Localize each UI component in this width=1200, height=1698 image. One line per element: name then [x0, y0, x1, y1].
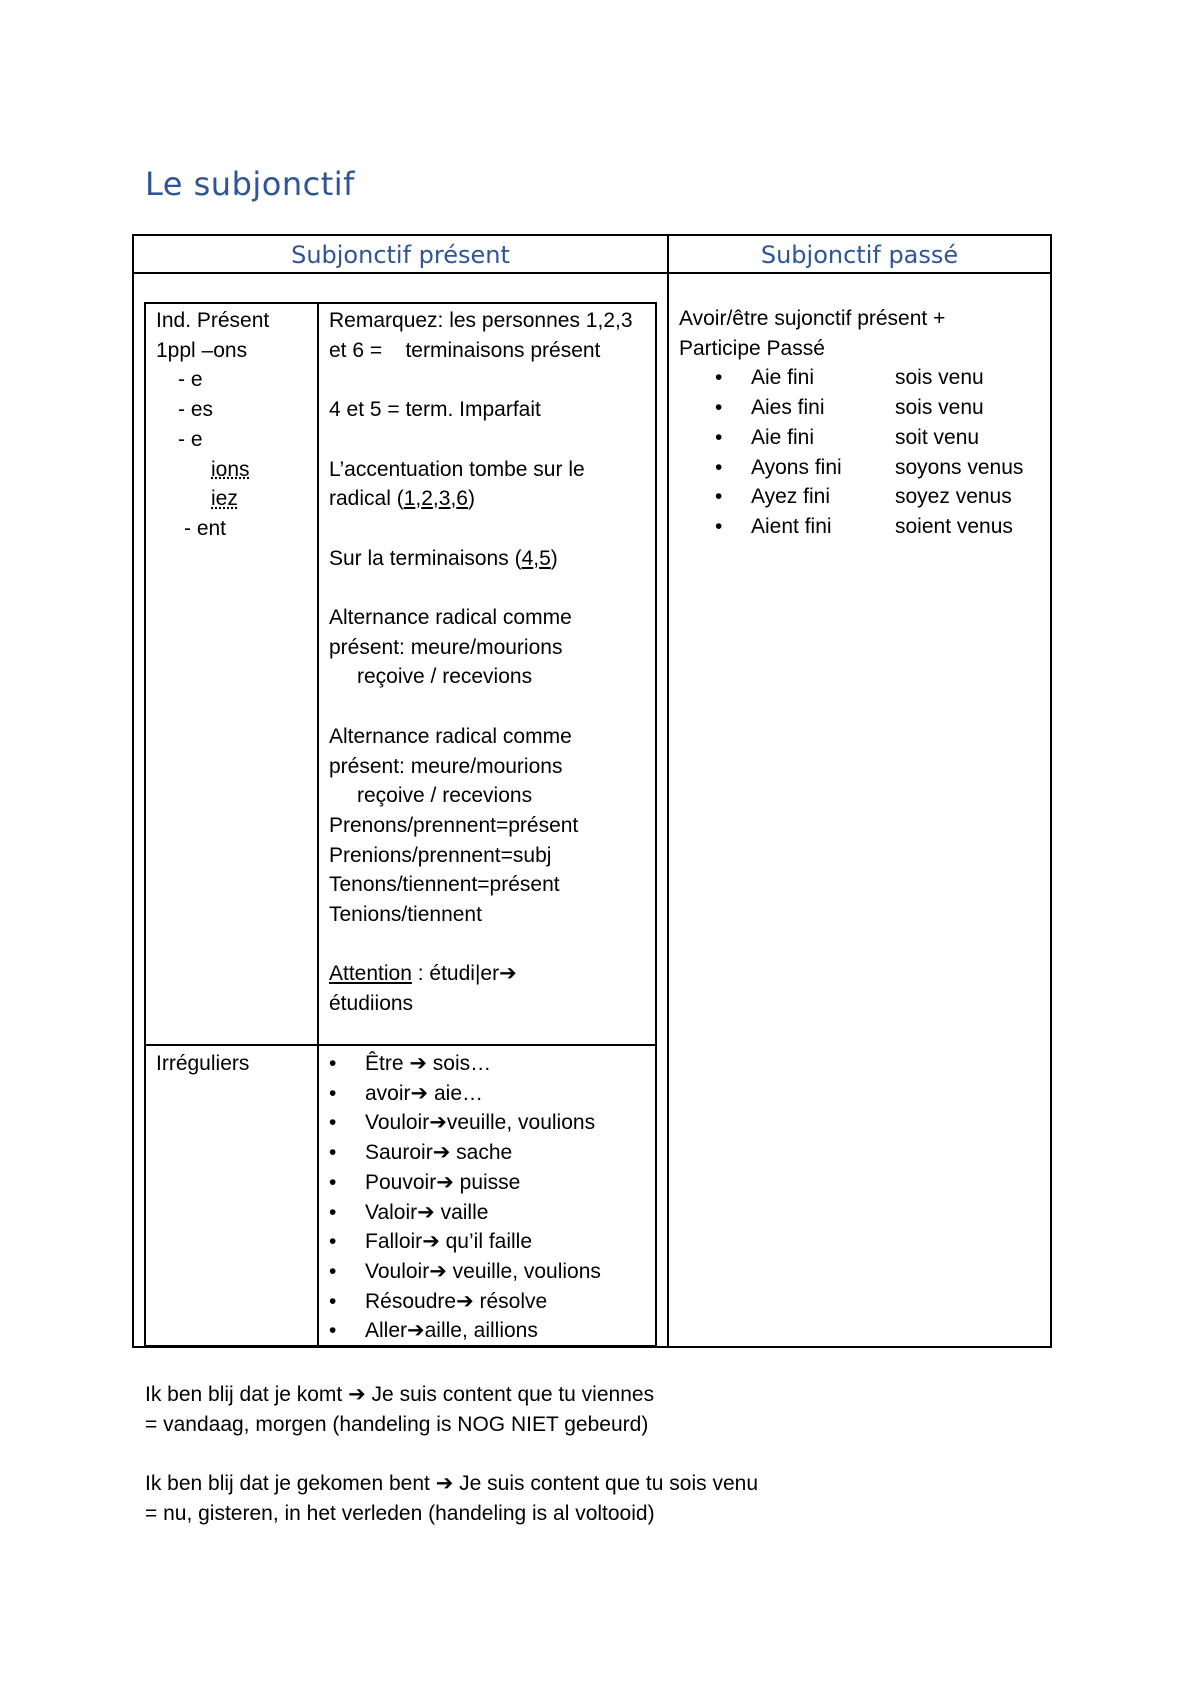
ind-present-line: - ent — [184, 516, 227, 540]
list-item — [329, 1168, 601, 1198]
bullet-icon: • — [329, 1052, 337, 1075]
example-line — [145, 1380, 758, 1410]
ind-present-line: - e — [178, 368, 203, 392]
passe-etre: soyez venus — [895, 485, 1012, 509]
ind-present-line: Ind. Présent — [156, 309, 270, 332]
passe-avoir: Aie fini — [751, 366, 815, 390]
verb: Sauroir — [365, 1141, 433, 1165]
bullet-icon: • — [329, 1081, 337, 1105]
remarque-line: radical (1,2,3,6) — [329, 487, 475, 511]
examples-block — [145, 1380, 758, 1529]
ind-present-block — [156, 306, 269, 544]
form: aille, aillions — [424, 1319, 538, 1343]
list-item — [329, 1108, 601, 1138]
passe-row — [679, 482, 1023, 512]
remarque-line: présent: meure/mourions — [329, 635, 563, 659]
number: 1 — [403, 487, 416, 511]
verb: Pouvoir — [365, 1170, 437, 1194]
form: résolve — [473, 1289, 548, 1313]
bullet-icon: • — [329, 1200, 337, 1224]
arrow-icon: ➔ — [456, 1289, 474, 1313]
passe-row — [679, 363, 1023, 393]
arrow-icon: ➔ — [499, 962, 517, 986]
list-item — [329, 1287, 601, 1317]
arrow-icon: ➔ — [432, 1141, 451, 1165]
form: veuille, voulions — [446, 1259, 601, 1283]
bullet-icon: • — [329, 1141, 337, 1165]
present-inner-table — [144, 302, 657, 1348]
passe-row — [679, 423, 1023, 453]
text: Ik ben blij dat je komt — [145, 1383, 349, 1406]
verb: Résoudre — [365, 1289, 457, 1313]
arrow-icon: ➔ — [409, 1052, 427, 1075]
text: ) — [550, 546, 558, 570]
remarque-line: reçoive / recevions — [357, 784, 533, 808]
example-line: = nu, gisteren, in het verleden (handeling is al voltooid) — [145, 1501, 655, 1525]
inner-row-divider — [146, 1044, 655, 1046]
text: radical ( — [329, 487, 404, 511]
passe-etre: soient venus — [895, 514, 1013, 538]
ind-present-ending: iez — [211, 487, 238, 511]
remarque-line: Remarquez: les personnes 1,2,3 — [329, 309, 633, 332]
bullet-icon: • — [715, 514, 723, 538]
form: puisse — [453, 1170, 521, 1194]
text: Ik ben blij dat je gekomen bent — [145, 1472, 436, 1496]
arrow-icon: ➔ — [417, 1200, 435, 1224]
bullet-icon: • — [715, 485, 723, 509]
bullet-icon: • — [329, 1289, 337, 1313]
passe-line: Participe Passé — [679, 336, 825, 360]
remarque-line: Alternance radical comme — [329, 724, 572, 748]
ind-present-ending: ions — [211, 457, 250, 481]
ind-present-line: - e — [178, 427, 203, 451]
arrow-icon: ➔ — [436, 1170, 454, 1194]
remarque-line: Tenions/tiennent — [329, 903, 482, 927]
header-divider — [134, 272, 1050, 274]
number: 2 — [421, 487, 433, 511]
form: vaille — [434, 1200, 489, 1224]
list-item — [329, 1079, 601, 1109]
subjonctif-table — [132, 234, 1052, 1348]
bullet-icon: • — [329, 1111, 337, 1135]
number: 3 — [438, 487, 451, 511]
verb: Être — [365, 1052, 410, 1075]
inner-column-divider — [317, 304, 319, 1345]
list-item — [329, 1257, 601, 1287]
passe-row — [679, 512, 1023, 542]
verb: Valoir — [365, 1200, 418, 1224]
attention-line — [329, 959, 633, 989]
passe-avoir: Ayez fini — [751, 485, 830, 509]
remarques-block — [329, 306, 633, 1019]
passe-row — [679, 393, 1023, 423]
remarque-line: et 6 = terminaisons présent — [329, 338, 601, 362]
page-title: Le subjonctif — [145, 165, 355, 203]
form: veuille, voulions — [446, 1111, 596, 1135]
remarque-line: Tenons/tiennent=présent — [329, 873, 560, 897]
header-subjonctif-present: Subjonctif présent — [291, 241, 510, 269]
ind-present-line: 1ppl –ons — [156, 338, 248, 362]
passe-avoir: Aie fini — [751, 425, 815, 449]
ind-present-line — [156, 484, 269, 514]
remarque-line: reçoive / recevions — [357, 665, 533, 689]
irreguliers-label: Irréguliers — [156, 1052, 250, 1075]
arrow-icon: ➔ — [435, 1472, 454, 1496]
example-line — [145, 1469, 758, 1499]
passe-row — [679, 453, 1023, 483]
bullet-icon: • — [715, 396, 723, 420]
column-divider — [667, 236, 669, 1346]
passe-block — [679, 304, 1023, 542]
form: sois… — [426, 1052, 492, 1075]
example-line: = vandaag, morgen (handeling is NOG NIET gebeurd) — [145, 1412, 649, 1436]
ind-present-line — [156, 455, 269, 485]
bullet-icon: • — [715, 366, 723, 390]
number: 5 — [539, 546, 551, 570]
remarque-line: 4 et 5 = term. Imparfait — [329, 398, 541, 422]
verb: Vouloir — [365, 1259, 430, 1283]
remarque-line: étudiions — [329, 992, 414, 1016]
arrow-icon: ➔ — [422, 1230, 440, 1254]
form: qu’il faille — [439, 1230, 533, 1254]
text: ) — [467, 487, 475, 511]
bullet-icon: • — [329, 1259, 337, 1283]
remarque-line: Alternance radical comme — [329, 606, 572, 630]
bullet-icon: • — [329, 1170, 337, 1194]
passe-etre: sois venu — [895, 366, 984, 390]
form: aie… — [428, 1081, 483, 1105]
arrow-icon: ➔ — [410, 1081, 429, 1105]
bullet-icon: • — [329, 1319, 337, 1343]
remarque-line: Sur la terminaisons (4,5) — [329, 546, 558, 570]
arrow-icon: ➔ — [348, 1383, 366, 1406]
number: 4 — [521, 546, 534, 570]
text: Je suis content que tu sois venu — [453, 1472, 758, 1496]
arrow-icon: ➔ — [407, 1319, 425, 1343]
list-item — [329, 1049, 601, 1079]
arrow-icon: ➔ — [429, 1259, 447, 1283]
number: 6 — [456, 487, 468, 511]
passe-avoir: Aient fini — [751, 514, 832, 538]
verb: Falloir — [365, 1230, 423, 1254]
verb: Vouloir — [365, 1111, 430, 1135]
remarque-line: Prenions/prennent=subj — [329, 843, 552, 867]
list-item — [329, 1316, 601, 1346]
arrow-icon: ➔ — [429, 1111, 447, 1135]
list-item — [329, 1138, 601, 1168]
form: sache — [450, 1141, 513, 1165]
header-subjonctif-passe: Subjonctif passé — [760, 241, 959, 269]
passe-avoir: Ayons fini — [751, 455, 842, 479]
verb: avoir — [365, 1081, 411, 1105]
irreguliers-list — [329, 1049, 601, 1346]
text: : étudi|er — [411, 962, 500, 986]
passe-avoir: Aies fini — [751, 396, 825, 420]
list-item — [329, 1198, 601, 1228]
passe-etre: soit venu — [895, 425, 980, 449]
bullet-icon: • — [715, 455, 723, 479]
verb: Aller — [365, 1319, 408, 1343]
text: Je suis content que tu viennes — [365, 1383, 655, 1406]
bullet-icon: • — [715, 425, 723, 449]
bullet-icon: • — [329, 1230, 337, 1254]
ind-present-line: - es — [178, 398, 214, 422]
list-item — [329, 1227, 601, 1257]
remarque-line: Prenons/prennent=présent — [329, 813, 579, 837]
attention-label: Attention — [329, 962, 412, 986]
remarque-line: L’accentuation tombe sur le — [329, 457, 585, 481]
remarque-line: présent: meure/mourions — [329, 754, 563, 778]
passe-etre: sois venu — [895, 396, 984, 420]
passe-line: Avoir/être sujonctif présent + — [679, 307, 946, 330]
text: Sur la terminaisons ( — [329, 546, 522, 570]
passe-etre: soyons venus — [895, 455, 1024, 479]
